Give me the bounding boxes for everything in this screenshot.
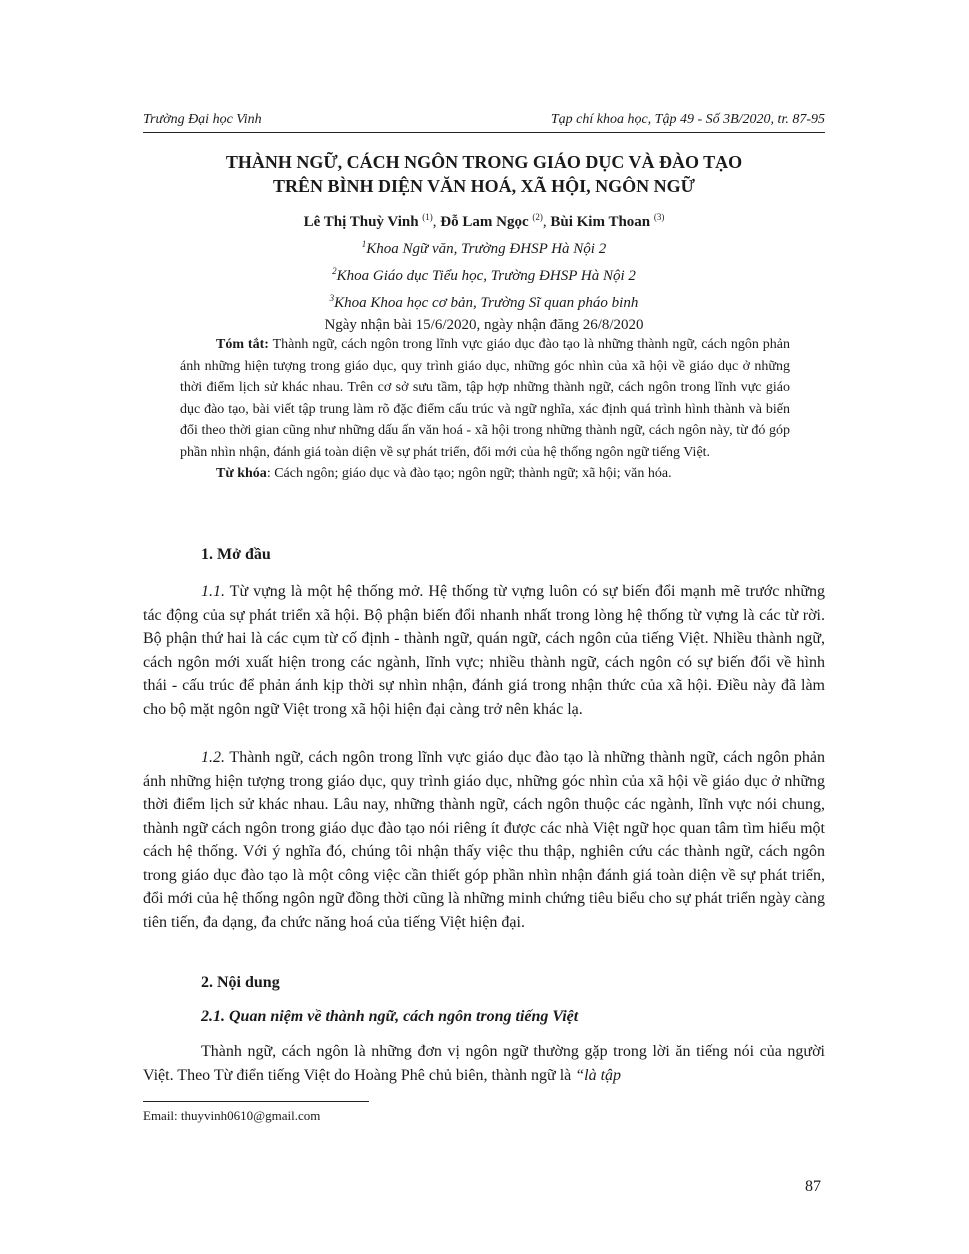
keywords-label: Từ khóa (216, 466, 267, 481)
author-block (143, 206, 825, 336)
paragraph-2-1: Thành ngữ, cách ngôn là những đơn vị ngôn ngữ thường gặp trong lời ăn tiếng nói của người Việt. Theo Từ điển tiếng Việt do Hoàng Phê chủ biên, thành ngữ là “là tập (143, 1043, 825, 1084)
received-dates: Ngày nhận bài 15/6/2020, ngày nhận đăng 26/8/2020 (324, 317, 644, 333)
header-journal: Tạp chí khoa học, Tập 49 - Số 3B/2020, tr. 87-95 (550, 112, 825, 127)
author-sup: (2) (532, 212, 543, 222)
section-heading-2: 2. Nội dung (201, 974, 280, 991)
author-name: Bùi Kim Thoan (550, 214, 651, 230)
para-number: 1.1. (201, 583, 225, 600)
para-number: 1.2. (201, 749, 225, 766)
keywords: Từ khóa: Cách ngôn; giáo dục và đào tạo; ngôn ngữ; thành ngữ; xã hội; văn hóa. (216, 466, 672, 481)
section-heading-1: 1. Mở đầu (201, 546, 271, 563)
author-name: Đỗ Lam Ngọc (440, 214, 529, 230)
author-name: Lê Thị Thuỳ Vinh (303, 214, 419, 230)
title-line-2: TRÊN BÌNH DIỆN VĂN HOÁ, XÃ HỘI, NGÔN NGỮ (272, 176, 696, 196)
abstract (180, 334, 790, 485)
paragraph-1-1: 1.1. Từ vựng là một hệ thống mở. Hệ thống từ vựng luôn có sự biến đổi mạnh mẽ trước những tác động của sự phát triển xã hội. Bộ phận biến đổi nhanh nhất trong lòng hệ thống từ vựng là các từ rời. Bộ phận thứ hai là các cụm từ cố định - thành ngữ, quán ngữ, cách ngôn của tiếng Việt. Nhiều thành ngữ, cách ngôn mới xuất hiện trong các ngành, lĩnh vực; nhiều thành ngữ, cách ngôn có sự biến đổi về hình thái - cấu trúc để phản ánh kịp thời sự nhìn nhận, đánh giá trong nhận thức của xã hội. Điều này đã làm cho bộ mặt ngôn ngữ Việt trong xã hội hiện đại càng trở nên khác lạ. (143, 583, 825, 718)
abstract-label: Tóm tắt: (216, 337, 269, 352)
author-sup: (3) (653, 212, 665, 222)
paragraph-1-2: 1.2. Thành ngữ, cách ngôn trong lĩnh vực giáo dục đào tạo là những thành ngữ, cách ngôn phản ánh những hiện tượng trong giáo dục, quy trình giáo dục, những góc nhìn của xã hội về giáo dục ở những thời điểm lịch sử khác nhau. Lâu nay, những thành ngữ, cách ngôn thuộc các ngành, lĩnh vực nói chung, thành ngữ cách ngôn trong giáo dục đào tạo nói riêng ít được các nhà Việt ngữ học quan tâm tìm hiểu một cách hệ thống. Với ý nghĩa đó, chúng tôi nhận thấy việc thu thập, nghiên cứu các thành ngữ, cách ngôn trong giáo dục đào tạo là một công việc cần thiết góp phần nhìn nhận đánh giá toàn diện về sự phát triển, đổi mới của hệ thống ngôn ngữ đồng thời cũng là những minh chứng tiêu biểu cho sự phát triển ngày càng tiên tiến, đa dạng, đa chức năng hoá của tiếng Việt hiện đại. (143, 749, 825, 931)
running-header (143, 112, 825, 133)
affiliation: $^1$Khoa Ngữ văn, Trường ĐHSP Hà Nội 2 (361, 239, 607, 257)
affiliation: $^2$Khoa Giáo dục Tiểu học, Trường ĐHSP Hà Nội 2 (332, 266, 636, 284)
author-sup: (1) (422, 212, 433, 222)
footnote-email: Email: thuyvinh0610@gmail.com (143, 1108, 321, 1123)
author-list: Lê Thị Thuỳ Vinh $^{(1)}$, Đỗ Lam Ngọc $^{(2)}$, Bùi Kim Thoan $^{(3)}$ (303, 212, 665, 230)
page-number: 87 (805, 1178, 821, 1195)
footnote-divider (143, 1101, 369, 1102)
header-institution: Trường Đại học Vinh (143, 112, 262, 127)
subsection-heading-2-1: 2.1. Quan niệm về thành ngữ, cách ngôn trong tiếng Việt (201, 1008, 579, 1025)
title-line-1: THÀNH NGỮ, CÁCH NGÔN TRONG GIÁO DỤC VÀ ĐÀO TẠO (225, 152, 743, 172)
article-title (143, 150, 825, 198)
affiliation: $^3$Khoa Khoa học cơ bản, Trường Sĩ quan pháo binh (329, 293, 639, 311)
abstract-text: Tóm tắt: Thành ngữ, cách ngôn trong lĩnh vực giáo dục đào tạo là những thành ngữ, cách ngôn phản ánh những hiện tượng trong giáo dục, quy trình giáo dục, những góc nhìn của xã hội về giáo dục ở những thời điểm lịch sử khác nhau. Trên cơ sở sưu tầm, tập hợp những thành ngữ, cách ngôn trong lĩnh vực giáo dục đào tạo, bài viết tập trung làm rõ đặc điểm cấu trúc và ngữ nghĩa, xác định quá trình hình thành và biến đổi theo thời gian cũng như những dấu ấn văn hoá - xã hội trong những thành ngữ, cách ngôn này, từ đó góp phần nhìn nhận, đánh giá toàn diện về sự phát triển, đổi mới của hệ thống ngôn ngữ tiếng Việt. (180, 337, 790, 460)
